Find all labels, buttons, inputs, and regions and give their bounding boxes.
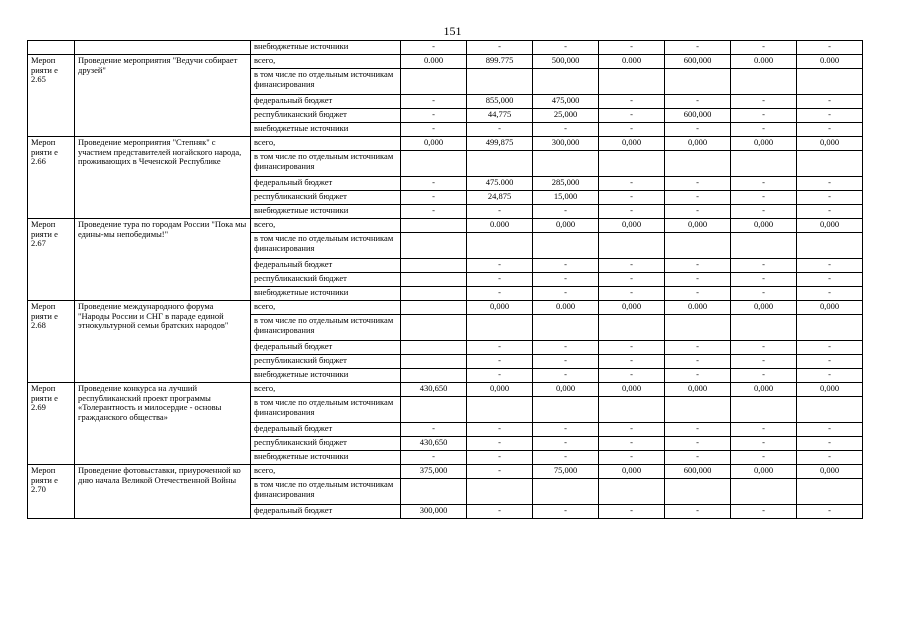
value-cell: - — [599, 423, 665, 437]
value-cell: - — [797, 505, 863, 519]
value-cell: 0.000 — [467, 219, 533, 233]
value-cell: - — [467, 451, 533, 465]
value-cell: - — [731, 437, 797, 451]
table-row — [28, 41, 863, 55]
value-cell: - — [797, 177, 863, 191]
value-cell — [665, 233, 731, 259]
value-cell: - — [797, 341, 863, 355]
value-cell: 600,000 — [665, 109, 731, 123]
value-cell: 0,000 — [797, 219, 863, 233]
value-cell — [401, 219, 467, 233]
value-cell: 300,000 — [401, 505, 467, 519]
value-cell — [731, 479, 797, 505]
value-cell: - — [797, 123, 863, 137]
value-cell: 0,000 — [731, 383, 797, 397]
value-cell: - — [665, 273, 731, 287]
source-cell: в том числе по отдельным источникам финансирования — [251, 151, 401, 177]
value-cell: 0,000 — [599, 137, 665, 151]
value-cell: - — [467, 465, 533, 479]
value-cell: - — [533, 451, 599, 465]
value-cell — [665, 151, 731, 177]
value-cell: - — [665, 437, 731, 451]
value-cell: 600,000 — [665, 55, 731, 69]
value-cell: - — [665, 355, 731, 369]
value-cell — [533, 315, 599, 341]
value-cell: 600,000 — [665, 465, 731, 479]
source-cell: республиканский бюджет — [251, 273, 401, 287]
value-cell: - — [467, 41, 533, 55]
value-cell — [401, 151, 467, 177]
value-cell: - — [401, 423, 467, 437]
value-cell: - — [731, 123, 797, 137]
value-cell — [467, 233, 533, 259]
value-cell: 0,000 — [797, 137, 863, 151]
value-cell: - — [731, 451, 797, 465]
value-cell: - — [467, 259, 533, 273]
value-cell: 285,000 — [533, 177, 599, 191]
value-cell: 0.000 — [665, 301, 731, 315]
value-cell: - — [731, 191, 797, 205]
source-cell: внебюджетные источники — [251, 123, 401, 137]
value-cell: 430,650 — [401, 383, 467, 397]
value-cell: 0,000 — [665, 219, 731, 233]
value-cell — [401, 69, 467, 95]
source-cell: внебюджетные источники — [251, 369, 401, 383]
value-cell — [467, 397, 533, 423]
value-cell: - — [731, 259, 797, 273]
value-cell — [401, 355, 467, 369]
value-cell: - — [731, 95, 797, 109]
value-cell: - — [533, 355, 599, 369]
value-cell: - — [797, 109, 863, 123]
value-cell: - — [599, 41, 665, 55]
value-cell — [731, 69, 797, 95]
value-cell: - — [533, 505, 599, 519]
value-cell: - — [467, 369, 533, 383]
value-cell — [665, 69, 731, 95]
event-name-cell: Проведение фотовыставки, приуроченной ко дню начала Великой Отечественной Войны — [75, 465, 251, 519]
value-cell: - — [401, 123, 467, 137]
value-cell: 500,000 — [533, 55, 599, 69]
source-cell: республиканский бюджет — [251, 109, 401, 123]
value-cell: 0,000 — [797, 383, 863, 397]
value-cell — [797, 315, 863, 341]
value-cell: - — [665, 123, 731, 137]
value-cell: - — [797, 287, 863, 301]
value-cell: 0,000 — [599, 301, 665, 315]
source-cell: федеральный бюджет — [251, 177, 401, 191]
value-cell: - — [533, 273, 599, 287]
value-cell: - — [533, 41, 599, 55]
value-cell: - — [401, 109, 467, 123]
value-cell: 430,650 — [401, 437, 467, 451]
value-cell: 899.775 — [467, 55, 533, 69]
value-cell: - — [797, 205, 863, 219]
value-cell: - — [599, 123, 665, 137]
value-cell: - — [599, 205, 665, 219]
source-cell: в том числе по отдельным источникам финансирования — [251, 397, 401, 423]
value-cell — [401, 233, 467, 259]
value-cell — [797, 69, 863, 95]
value-cell: 0,000 — [665, 137, 731, 151]
value-cell — [467, 69, 533, 95]
value-cell: - — [599, 369, 665, 383]
value-cell: 0,000 — [599, 383, 665, 397]
source-cell: всего, — [251, 301, 401, 315]
value-cell: - — [797, 191, 863, 205]
value-cell: 375,000 — [401, 465, 467, 479]
value-cell: - — [467, 355, 533, 369]
value-cell — [599, 69, 665, 95]
value-cell: 475,000 — [533, 95, 599, 109]
value-cell: - — [797, 423, 863, 437]
value-cell: 0,000 — [401, 137, 467, 151]
value-cell: 300,000 — [533, 137, 599, 151]
table-row — [28, 219, 863, 233]
event-id-cell: Мероп рияти е 2.70 — [28, 465, 75, 519]
value-cell: - — [731, 423, 797, 437]
value-cell: 0,000 — [797, 465, 863, 479]
value-cell: - — [467, 287, 533, 301]
source-cell: федеральный бюджет — [251, 423, 401, 437]
value-cell — [599, 151, 665, 177]
value-cell: 0.000 — [401, 55, 467, 69]
source-cell: федеральный бюджет — [251, 95, 401, 109]
value-cell: - — [665, 423, 731, 437]
value-cell: - — [797, 41, 863, 55]
value-cell: - — [533, 423, 599, 437]
value-cell — [797, 479, 863, 505]
value-cell: - — [467, 505, 533, 519]
value-cell: 0.000 — [797, 55, 863, 69]
value-cell: - — [599, 287, 665, 301]
source-cell: в том числе по отдельным источникам финансирования — [251, 315, 401, 341]
event-id-cell: Мероп рияти е 2.68 — [28, 301, 75, 383]
value-cell: - — [797, 95, 863, 109]
value-cell — [401, 301, 467, 315]
source-cell: внебюджетные источники — [251, 205, 401, 219]
value-cell: 44,775 — [467, 109, 533, 123]
value-cell: - — [797, 451, 863, 465]
value-cell: - — [533, 123, 599, 137]
value-cell: 75,000 — [533, 465, 599, 479]
event-id-cell: Мероп рияти е 2.69 — [28, 383, 75, 465]
value-cell — [665, 397, 731, 423]
value-cell — [401, 341, 467, 355]
value-cell — [731, 397, 797, 423]
value-cell — [731, 315, 797, 341]
table-row — [28, 301, 863, 315]
value-cell: - — [731, 41, 797, 55]
value-cell: - — [467, 123, 533, 137]
value-cell: - — [401, 191, 467, 205]
value-cell: 0,000 — [599, 219, 665, 233]
value-cell — [797, 397, 863, 423]
value-cell: - — [665, 177, 731, 191]
value-cell — [467, 479, 533, 505]
value-cell — [797, 151, 863, 177]
value-cell: - — [467, 437, 533, 451]
value-cell: 0.000 — [731, 55, 797, 69]
event-name-cell: Проведение тура по городам России "Пока мы едины-мы непобедимы!" — [75, 219, 251, 301]
value-cell: - — [401, 95, 467, 109]
value-cell: - — [599, 355, 665, 369]
value-cell: - — [599, 259, 665, 273]
value-cell: - — [401, 177, 467, 191]
value-cell: - — [731, 109, 797, 123]
value-cell — [533, 233, 599, 259]
value-cell — [533, 397, 599, 423]
value-cell: 0,000 — [533, 383, 599, 397]
value-cell — [401, 369, 467, 383]
budget-table — [27, 40, 863, 519]
value-cell: - — [665, 369, 731, 383]
value-cell: 0,000 — [797, 301, 863, 315]
value-cell: - — [797, 369, 863, 383]
value-cell — [599, 397, 665, 423]
event-id-cell — [28, 41, 75, 55]
table-row — [28, 137, 863, 151]
value-cell: - — [401, 41, 467, 55]
value-cell — [467, 151, 533, 177]
value-cell: - — [665, 451, 731, 465]
event-name-cell: Проведение конкурса на лучший республиканский проект программы «Толерантность и милосердие - основы гражданского общества» — [75, 383, 251, 465]
value-cell: - — [665, 95, 731, 109]
value-cell: - — [533, 259, 599, 273]
value-cell: - — [533, 341, 599, 355]
source-cell: всего, — [251, 219, 401, 233]
value-cell: 499,875 — [467, 137, 533, 151]
value-cell: - — [731, 177, 797, 191]
value-cell: 24,875 — [467, 191, 533, 205]
value-cell: 0,000 — [731, 465, 797, 479]
value-cell: - — [599, 341, 665, 355]
value-cell — [401, 259, 467, 273]
value-cell — [599, 233, 665, 259]
value-cell: - — [599, 451, 665, 465]
value-cell — [599, 479, 665, 505]
value-cell: - — [665, 287, 731, 301]
value-cell: - — [665, 505, 731, 519]
source-cell: федеральный бюджет — [251, 341, 401, 355]
source-cell: всего, — [251, 137, 401, 151]
event-name-cell — [75, 41, 251, 55]
source-cell: всего, — [251, 465, 401, 479]
value-cell: 0,000 — [467, 383, 533, 397]
value-cell: 0,000 — [731, 301, 797, 315]
value-cell: - — [665, 41, 731, 55]
value-cell: - — [665, 341, 731, 355]
source-cell: внебюджетные источники — [251, 41, 401, 55]
event-name-cell: Проведение мероприятия "Ведучи собирает друзей" — [75, 55, 251, 137]
source-cell: федеральный бюджет — [251, 505, 401, 519]
source-cell: в том числе по отдельным источникам финансирования — [251, 479, 401, 505]
value-cell — [533, 69, 599, 95]
value-cell: - — [731, 355, 797, 369]
event-id-cell: Мероп рияти е 2.65 — [28, 55, 75, 137]
source-cell: республиканский бюджет — [251, 437, 401, 451]
source-cell: всего, — [251, 383, 401, 397]
source-cell: в том числе по отдельным источникам финансирования — [251, 69, 401, 95]
value-cell: - — [797, 355, 863, 369]
event-id-cell: Мероп рияти е 2.67 — [28, 219, 75, 301]
source-cell: федеральный бюджет — [251, 259, 401, 273]
value-cell — [401, 315, 467, 341]
value-cell — [797, 233, 863, 259]
source-cell: в том числе по отдельным источникам финансирования — [251, 233, 401, 259]
source-cell: всего, — [251, 55, 401, 69]
value-cell: - — [533, 205, 599, 219]
value-cell: 0,000 — [731, 219, 797, 233]
source-cell: внебюджетные источники — [251, 287, 401, 301]
source-cell: республиканский бюджет — [251, 191, 401, 205]
value-cell: 855,000 — [467, 95, 533, 109]
value-cell — [401, 397, 467, 423]
value-cell — [665, 315, 731, 341]
value-cell: 0,000 — [599, 465, 665, 479]
value-cell: 0.000 — [533, 301, 599, 315]
value-cell: - — [599, 505, 665, 519]
value-cell: - — [665, 205, 731, 219]
value-cell: - — [467, 423, 533, 437]
value-cell — [401, 479, 467, 505]
value-cell: - — [467, 205, 533, 219]
page-number: 151 — [443, 24, 462, 38]
value-cell: - — [599, 109, 665, 123]
source-cell: республиканский бюджет — [251, 355, 401, 369]
value-cell — [401, 273, 467, 287]
value-cell: - — [797, 273, 863, 287]
value-cell: 0,000 — [533, 219, 599, 233]
value-cell: - — [533, 369, 599, 383]
value-cell: - — [797, 259, 863, 273]
value-cell: - — [533, 437, 599, 451]
value-cell: - — [731, 369, 797, 383]
value-cell: - — [599, 191, 665, 205]
value-cell: - — [533, 287, 599, 301]
value-cell — [665, 479, 731, 505]
value-cell: - — [797, 437, 863, 451]
event-name-cell: Проведение международного форума "Народы России и СНГ в параде единой этнокультурной семьи братских народов" — [75, 301, 251, 383]
value-cell: - — [665, 259, 731, 273]
value-cell — [533, 479, 599, 505]
value-cell: - — [599, 177, 665, 191]
value-cell: 25,000 — [533, 109, 599, 123]
value-cell: - — [665, 191, 731, 205]
value-cell: - — [599, 95, 665, 109]
value-cell: 0.000 — [599, 55, 665, 69]
value-cell — [467, 315, 533, 341]
table-row — [28, 55, 863, 69]
event-id-cell: Мероп рияти е 2.66 — [28, 137, 75, 219]
value-cell: - — [401, 451, 467, 465]
value-cell: - — [467, 273, 533, 287]
value-cell: - — [731, 287, 797, 301]
table-row — [28, 465, 863, 479]
value-cell: - — [731, 505, 797, 519]
value-cell: 15,000 — [533, 191, 599, 205]
value-cell: - — [599, 273, 665, 287]
value-cell — [533, 151, 599, 177]
value-cell: 0,000 — [731, 137, 797, 151]
value-cell — [401, 287, 467, 301]
value-cell: 0,000 — [665, 383, 731, 397]
table-row — [28, 383, 863, 397]
value-cell — [731, 151, 797, 177]
value-cell: - — [731, 273, 797, 287]
value-cell: 475.000 — [467, 177, 533, 191]
value-cell: - — [467, 341, 533, 355]
value-cell: - — [731, 205, 797, 219]
value-cell: 0,000 — [467, 301, 533, 315]
value-cell: - — [599, 437, 665, 451]
value-cell — [599, 315, 665, 341]
value-cell: - — [401, 205, 467, 219]
value-cell — [731, 233, 797, 259]
event-name-cell: Проведение мероприятия "Степняк" с участием представителей ногайского народа, проживающих в Чеченской Республике — [75, 137, 251, 219]
source-cell: внебюджетные источники — [251, 451, 401, 465]
value-cell: - — [731, 341, 797, 355]
